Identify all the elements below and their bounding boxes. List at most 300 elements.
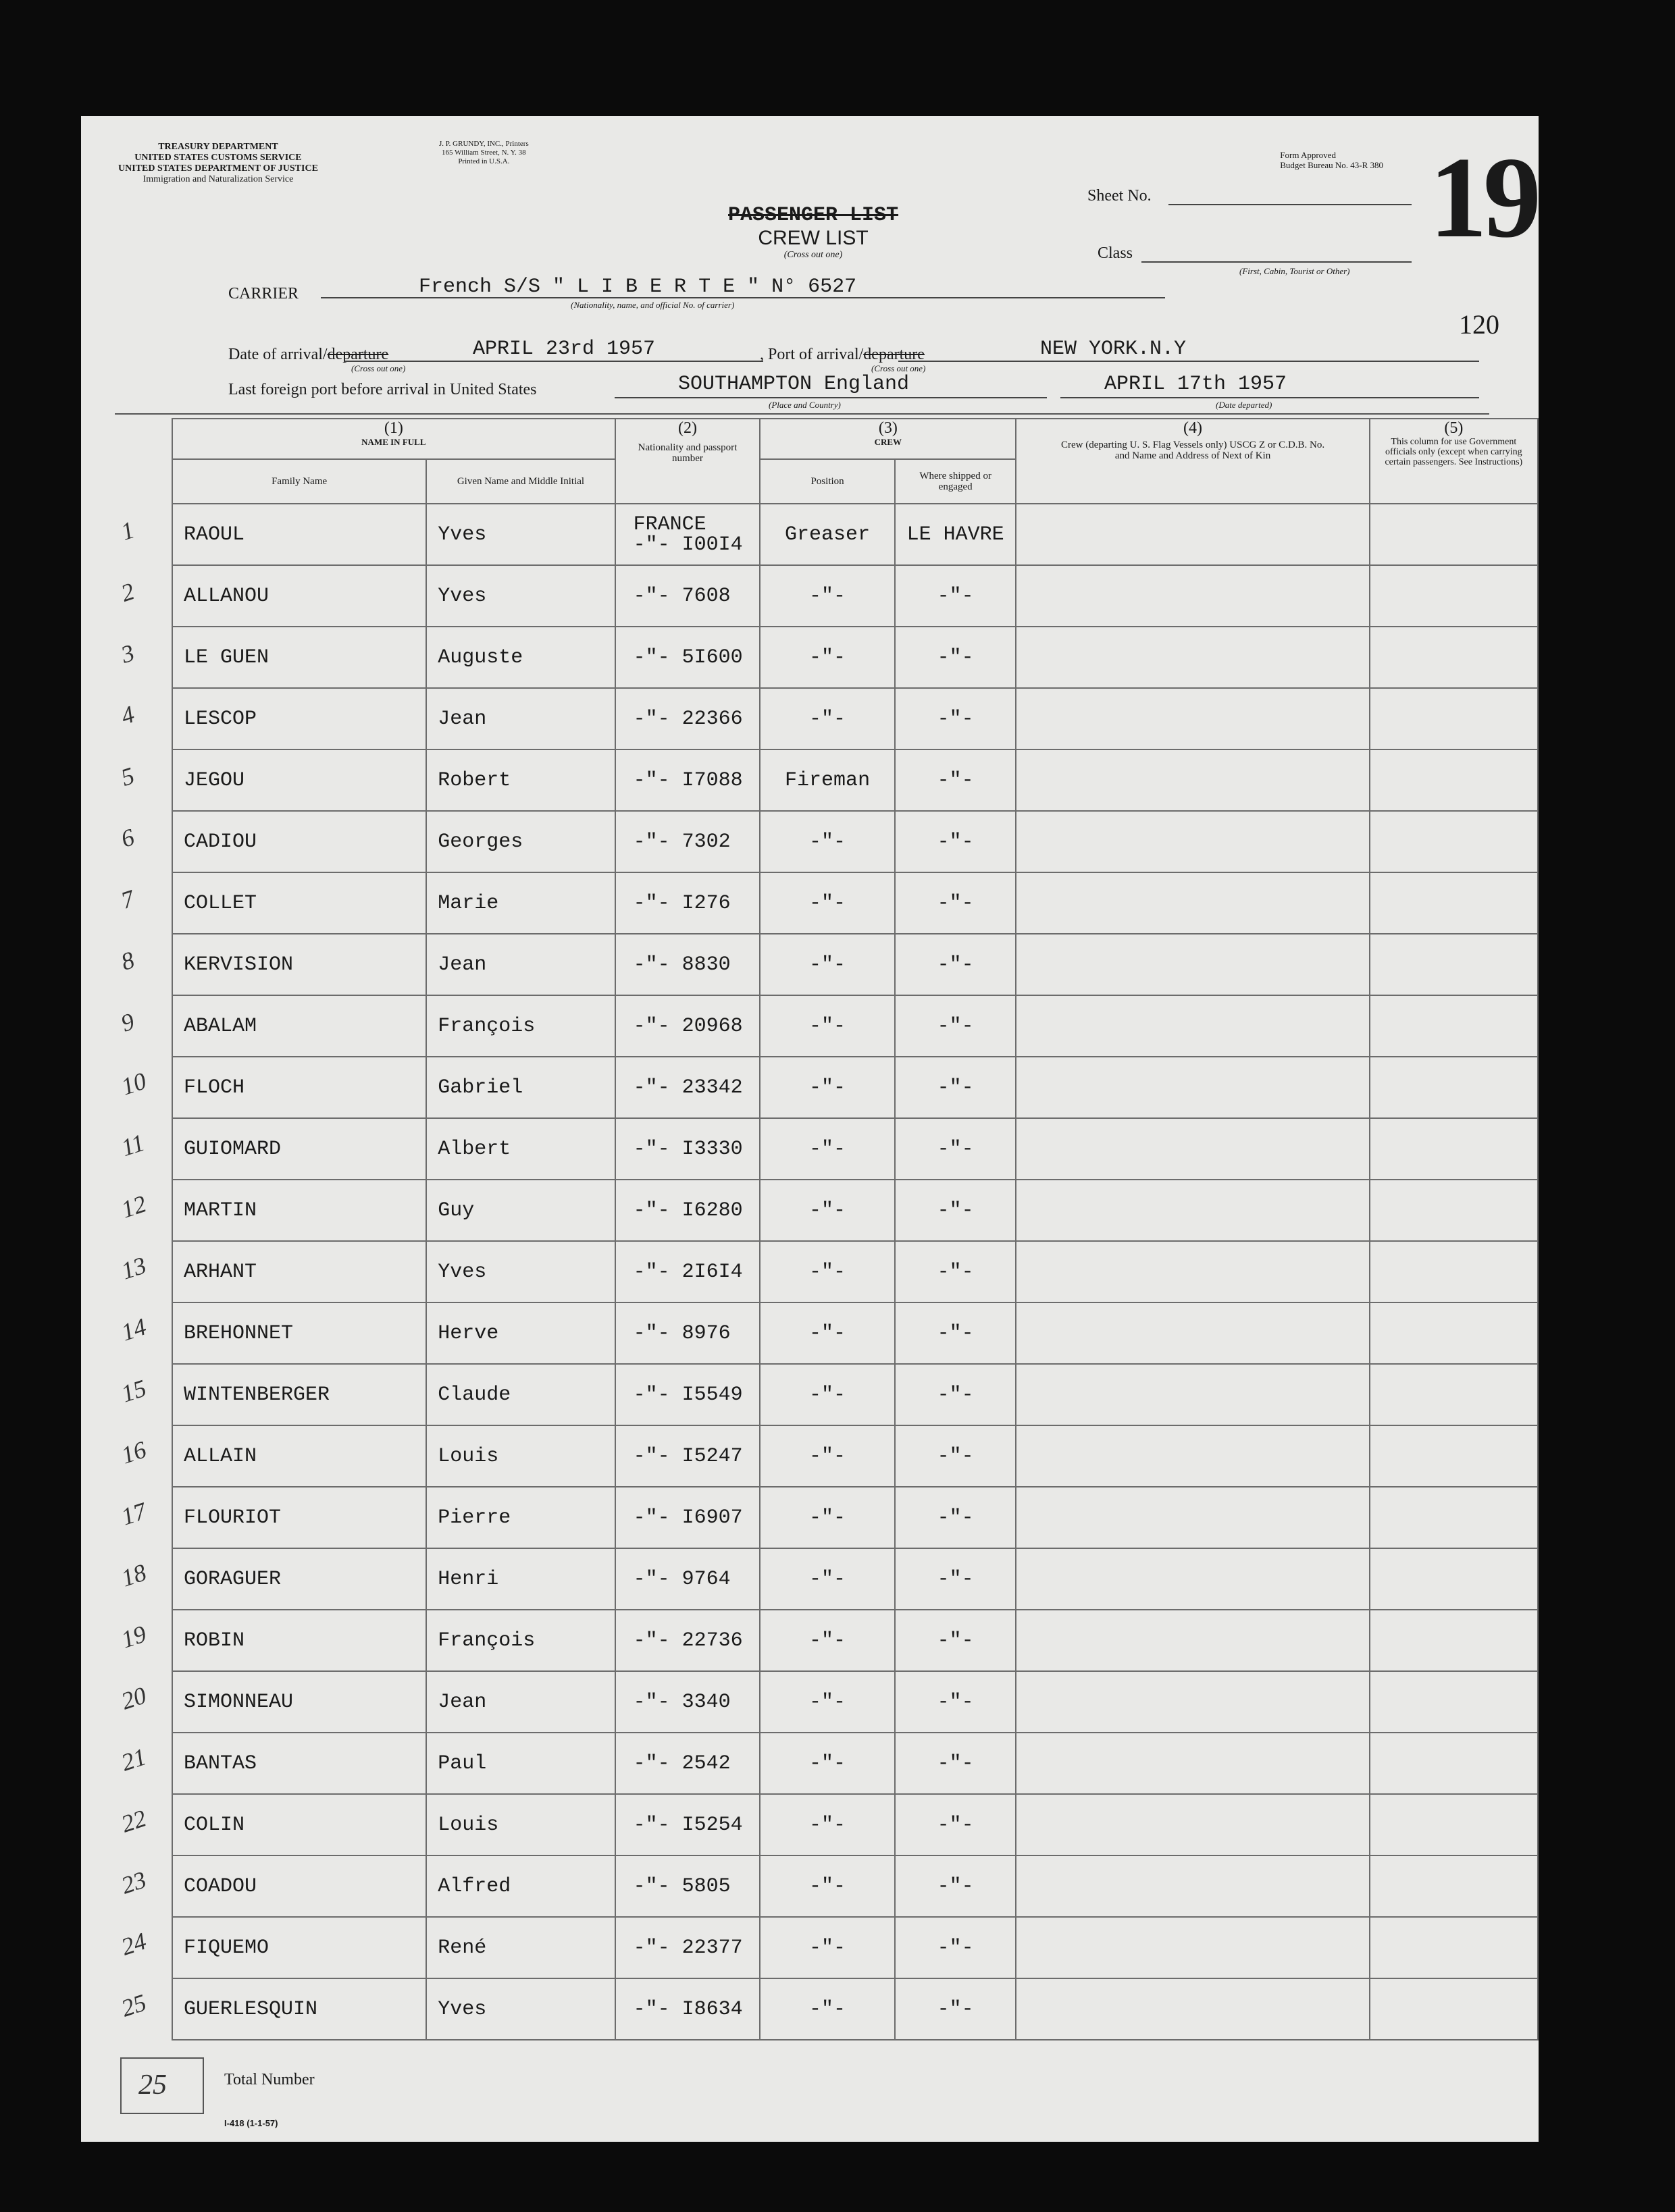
title-note: (Cross out one) bbox=[783, 250, 843, 260]
given-name-cell: Auguste bbox=[426, 627, 615, 688]
table-row bbox=[172, 1180, 1538, 1241]
table-row bbox=[172, 1364, 1538, 1425]
shipped-cell: -"- bbox=[895, 1487, 1016, 1548]
next-of-kin-cell bbox=[1016, 1302, 1369, 1364]
col-nationality-header: (2) Nationality and passport number bbox=[615, 419, 761, 504]
carrier-label: CARRIER bbox=[228, 285, 299, 302]
form-approval bbox=[1280, 150, 1383, 170]
shipped-cell: -"- bbox=[895, 688, 1016, 749]
row-number: 7 bbox=[118, 885, 138, 914]
form-approved: Form Approved bbox=[1280, 150, 1336, 160]
shipped-cell: -"- bbox=[895, 749, 1016, 811]
row-number: 11 bbox=[118, 1128, 148, 1162]
table-row bbox=[172, 995, 1538, 1057]
passport-value: -"- 7608 bbox=[633, 584, 731, 608]
next-of-kin-cell bbox=[1016, 995, 1369, 1057]
family-name-cell: COLIN bbox=[172, 1794, 426, 1855]
government-cell bbox=[1370, 995, 1538, 1057]
next-of-kin-cell bbox=[1016, 688, 1369, 749]
date-note: (Cross out one) bbox=[351, 363, 406, 373]
family-name-cell: GORAGUER bbox=[172, 1548, 426, 1610]
passport-value: -"- I5254 bbox=[633, 1813, 743, 1837]
given-name-cell: Alfred bbox=[426, 1855, 615, 1917]
government-cell bbox=[1370, 1548, 1538, 1610]
table-row bbox=[172, 1733, 1538, 1794]
form-number: I-418 (1-1-57) bbox=[224, 2118, 278, 2128]
given-name-cell: Claude bbox=[426, 1364, 615, 1425]
family-name-cell: GUIOMARD bbox=[172, 1118, 426, 1180]
col-given-header: Given Name and Middle Initial bbox=[426, 459, 615, 504]
table-row bbox=[172, 565, 1538, 627]
table-row bbox=[172, 1917, 1538, 1978]
table-row bbox=[172, 1671, 1538, 1733]
carrier-value: French S/S " L I B E R T E " N° 6527 bbox=[419, 275, 857, 298]
passport-cell bbox=[615, 1057, 761, 1118]
row-number: 10 bbox=[118, 1067, 150, 1101]
position-cell: -"- bbox=[760, 934, 895, 995]
col-nextofkin-header: (4) Crew (departing U. S. Flag Vessels only) USCG Z or C.D.B. No. and Name and Address of Next of Kin bbox=[1016, 419, 1369, 504]
position-cell: -"- bbox=[760, 1548, 895, 1610]
shipped-cell: -"- bbox=[895, 1671, 1016, 1733]
family-name-cell: FLOCH bbox=[172, 1057, 426, 1118]
row-number: 9 bbox=[118, 1007, 138, 1037]
class-note: (First, Cabin, Tourist or Other) bbox=[1239, 266, 1350, 276]
family-name-cell: FIQUEMO bbox=[172, 1917, 426, 1978]
carrier-note: (Nationality, name, and official No. of carrier) bbox=[571, 300, 735, 310]
col-position-header: Position bbox=[760, 459, 895, 504]
family-name-cell: GUERLESQUIN bbox=[172, 1978, 426, 2040]
passport-value: -"- I00I4 bbox=[633, 533, 743, 556]
passport-cell bbox=[615, 1364, 761, 1425]
title-struck: PASSENGER LIST bbox=[728, 204, 899, 227]
passport-value: -"- 8830 bbox=[633, 953, 731, 976]
document-page bbox=[81, 116, 1539, 2142]
given-name-cell: Yves bbox=[426, 1978, 615, 2040]
passport-cell bbox=[615, 1487, 761, 1548]
row-number: 21 bbox=[118, 1743, 150, 1776]
position-cell: -"- bbox=[760, 1057, 895, 1118]
government-cell bbox=[1370, 1241, 1538, 1302]
given-name-cell: Georges bbox=[426, 811, 615, 872]
shipped-cell: -"- bbox=[895, 1917, 1016, 1978]
next-of-kin-cell bbox=[1016, 1733, 1369, 1794]
position-cell: -"- bbox=[760, 1302, 895, 1364]
row-number: 16 bbox=[118, 1436, 150, 1469]
given-name-cell: Henri bbox=[426, 1548, 615, 1610]
nationality-value: FRANCE bbox=[633, 512, 706, 536]
passport-cell bbox=[615, 1180, 761, 1241]
next-of-kin-cell bbox=[1016, 1548, 1369, 1610]
departed-note: (Date departed) bbox=[1216, 400, 1272, 410]
government-cell bbox=[1370, 872, 1538, 934]
family-name-cell: FLOURIOT bbox=[172, 1487, 426, 1548]
position-cell: -"- bbox=[760, 565, 895, 627]
shipped-cell: -"- bbox=[895, 1978, 1016, 2040]
passport-value: -"- 22377 bbox=[633, 1936, 743, 1959]
passport-value: -"- I6280 bbox=[633, 1199, 743, 1222]
next-of-kin-cell bbox=[1016, 872, 1369, 934]
position-cell: -"- bbox=[760, 995, 895, 1057]
position-cell: -"- bbox=[760, 1917, 895, 1978]
government-cell bbox=[1370, 1057, 1538, 1118]
table-row bbox=[172, 504, 1538, 565]
agency-line: UNITED STATES DEPARTMENT OF JUSTICE bbox=[118, 163, 318, 174]
printer-line: J. P. GRUNDY, INC., Printers bbox=[439, 140, 529, 148]
passport-value: -"- 3340 bbox=[633, 1690, 731, 1714]
family-name-cell: ROBIN bbox=[172, 1610, 426, 1671]
government-cell bbox=[1370, 934, 1538, 995]
given-name-cell: Yves bbox=[426, 1241, 615, 1302]
government-cell bbox=[1370, 1180, 1538, 1241]
shipped-cell: -"- bbox=[895, 1425, 1016, 1487]
crew-table bbox=[172, 418, 1539, 2040]
shipped-cell: -"- bbox=[895, 1364, 1016, 1425]
given-name-cell: François bbox=[426, 1610, 615, 1671]
given-name-cell: Paul bbox=[426, 1733, 615, 1794]
passport-value: -"- I5549 bbox=[633, 1383, 743, 1406]
given-name-cell: Louis bbox=[426, 1794, 615, 1855]
row-number: 19 bbox=[118, 1620, 150, 1654]
passport-value: -"- 9764 bbox=[633, 1567, 731, 1591]
passport-cell bbox=[615, 872, 761, 934]
lastport-label: Last foreign port before arrival in United States bbox=[228, 381, 537, 398]
position-cell: -"- bbox=[760, 1180, 895, 1241]
table-row bbox=[172, 627, 1538, 688]
shipped-cell: -"- bbox=[895, 1118, 1016, 1180]
next-of-kin-cell bbox=[1016, 1241, 1369, 1302]
position-cell: -"- bbox=[760, 1610, 895, 1671]
family-name-cell: MARTIN bbox=[172, 1180, 426, 1241]
passport-cell bbox=[615, 1794, 761, 1855]
row-number: 2 bbox=[118, 577, 138, 607]
given-name-cell: Albert bbox=[426, 1118, 615, 1180]
family-name-cell: JEGOU bbox=[172, 749, 426, 811]
table-row bbox=[172, 749, 1538, 811]
row-number: 13 bbox=[118, 1251, 150, 1285]
government-cell bbox=[1370, 1978, 1538, 2040]
table-row bbox=[172, 688, 1538, 749]
position-cell: -"- bbox=[760, 1794, 895, 1855]
government-cell bbox=[1370, 1302, 1538, 1364]
next-of-kin-cell bbox=[1016, 1978, 1369, 2040]
government-cell bbox=[1370, 1733, 1538, 1794]
table-row bbox=[172, 1548, 1538, 1610]
passport-value: -"- 2I6I4 bbox=[633, 1260, 743, 1284]
shipped-cell: -"- bbox=[895, 1180, 1016, 1241]
row-number: 25 bbox=[118, 1989, 150, 2022]
shipped-cell: -"- bbox=[895, 1733, 1016, 1794]
passport-value: -"- 5805 bbox=[633, 1874, 731, 1898]
given-name-cell: Louis bbox=[426, 1425, 615, 1487]
passport-cell bbox=[615, 1978, 761, 2040]
lastport-note: (Place and Country) bbox=[769, 400, 841, 410]
next-of-kin-cell bbox=[1016, 1425, 1369, 1487]
shipped-cell: -"- bbox=[895, 1057, 1016, 1118]
position-cell: -"- bbox=[760, 811, 895, 872]
passport-value: -"- 7302 bbox=[633, 830, 731, 853]
given-name-cell: Guy bbox=[426, 1180, 615, 1241]
next-of-kin-cell bbox=[1016, 1057, 1369, 1118]
col-government-header: (5) This column for use Government officials only (except when carrying certain passengers. See Instructions) bbox=[1370, 419, 1538, 504]
total-value: 25 bbox=[138, 2070, 167, 2101]
government-cell bbox=[1370, 627, 1538, 688]
shipped-cell: -"- bbox=[895, 1241, 1016, 1302]
next-of-kin-cell bbox=[1016, 1917, 1369, 1978]
next-of-kin-cell bbox=[1016, 749, 1369, 811]
passport-cell bbox=[615, 565, 761, 627]
row-number: 5 bbox=[118, 762, 138, 791]
printer-block bbox=[439, 140, 529, 166]
family-name-cell: KERVISION bbox=[172, 934, 426, 995]
lastport-value: SOUTHAMPTON England bbox=[678, 373, 910, 396]
given-name-cell: Jean bbox=[426, 934, 615, 995]
government-cell bbox=[1370, 688, 1538, 749]
next-of-kin-cell bbox=[1016, 1671, 1369, 1733]
position-cell: -"- bbox=[760, 1364, 895, 1425]
family-name-cell: LESCOP bbox=[172, 688, 426, 749]
next-of-kin-cell bbox=[1016, 1180, 1369, 1241]
table-row bbox=[172, 1118, 1538, 1180]
passport-value: -"- 8976 bbox=[633, 1321, 731, 1345]
date-struck: departure bbox=[327, 346, 389, 363]
shipped-cell: -"- bbox=[895, 934, 1016, 995]
government-cell bbox=[1370, 1487, 1538, 1548]
shipped-cell: -"- bbox=[895, 1610, 1016, 1671]
government-cell bbox=[1370, 1917, 1538, 1978]
family-name-cell: LE GUEN bbox=[172, 627, 426, 688]
table-row bbox=[172, 1057, 1538, 1118]
family-name-cell: COLLET bbox=[172, 872, 426, 934]
family-name-cell: WINTENBERGER bbox=[172, 1364, 426, 1425]
passport-value: -"- I5247 bbox=[633, 1444, 743, 1468]
row-number: 12 bbox=[118, 1190, 150, 1223]
government-cell bbox=[1370, 1794, 1538, 1855]
port-struck: departure bbox=[863, 346, 925, 363]
passport-value: -"- I8634 bbox=[633, 1997, 743, 2021]
given-name-cell: Robert bbox=[426, 749, 615, 811]
shipped-cell: -"- bbox=[895, 1548, 1016, 1610]
shipped-cell: -"- bbox=[895, 811, 1016, 872]
passport-cell bbox=[615, 995, 761, 1057]
next-of-kin-cell bbox=[1016, 1610, 1369, 1671]
position-cell: -"- bbox=[760, 1733, 895, 1794]
passport-value: -"- I6907 bbox=[633, 1506, 743, 1529]
passport-value: -"- I3330 bbox=[633, 1137, 743, 1161]
government-cell bbox=[1370, 504, 1538, 565]
position-cell: -"- bbox=[760, 688, 895, 749]
next-of-kin-cell bbox=[1016, 811, 1369, 872]
table-row bbox=[172, 1978, 1538, 2040]
government-cell bbox=[1370, 1610, 1538, 1671]
passport-cell bbox=[615, 1548, 761, 1610]
row-number: 6 bbox=[118, 823, 138, 853]
row-number: 24 bbox=[118, 1927, 150, 1961]
passport-cell bbox=[615, 1425, 761, 1487]
passport-cell bbox=[615, 1118, 761, 1180]
passport-cell bbox=[615, 627, 761, 688]
family-name-cell: CADIOU bbox=[172, 811, 426, 872]
passport-value: -"- 22366 bbox=[633, 707, 743, 731]
given-name-cell: Yves bbox=[426, 504, 615, 565]
passport-value: -"- 5I600 bbox=[633, 646, 743, 669]
list-title bbox=[728, 204, 898, 261]
next-of-kin-cell bbox=[1016, 627, 1369, 688]
date-label: Date of arrival/departure bbox=[228, 346, 389, 363]
passport-value: -"- 22736 bbox=[633, 1629, 743, 1652]
position-cell: Greaser bbox=[760, 504, 895, 565]
passport-cell bbox=[615, 749, 761, 811]
agency-line: Immigration and Naturalization Service bbox=[143, 174, 294, 184]
table-row bbox=[172, 1487, 1538, 1548]
row-number: 20 bbox=[118, 1681, 150, 1715]
class-label: Class bbox=[1098, 244, 1133, 262]
passport-value: -"- 2542 bbox=[633, 1752, 731, 1775]
government-cell bbox=[1370, 749, 1538, 811]
passport-cell bbox=[615, 1671, 761, 1733]
col-shipped-header: Where shipped or engaged bbox=[895, 459, 1016, 504]
given-name-cell: Herve bbox=[426, 1302, 615, 1364]
next-of-kin-cell bbox=[1016, 1794, 1369, 1855]
col-crew-header: (3) CREW bbox=[760, 419, 1016, 459]
passport-cell bbox=[615, 811, 761, 872]
given-name-cell: René bbox=[426, 1917, 615, 1978]
family-name-cell: ALLANOU bbox=[172, 565, 426, 627]
row-number: 17 bbox=[118, 1497, 150, 1531]
government-cell bbox=[1370, 565, 1538, 627]
port-note: (Cross out one) bbox=[871, 363, 926, 373]
government-cell bbox=[1370, 811, 1538, 872]
position-cell: -"- bbox=[760, 1241, 895, 1302]
shipped-cell: -"- bbox=[895, 1794, 1016, 1855]
agency-block bbox=[118, 142, 318, 185]
government-cell bbox=[1370, 1855, 1538, 1917]
agency-line: TREASURY DEPARTMENT bbox=[158, 142, 278, 152]
sheet-sub-number: 120 bbox=[1459, 309, 1499, 340]
given-name-cell: François bbox=[426, 995, 615, 1057]
next-of-kin-cell bbox=[1016, 1487, 1369, 1548]
passport-cell bbox=[615, 934, 761, 995]
next-of-kin-cell bbox=[1016, 565, 1369, 627]
passport-cell bbox=[615, 688, 761, 749]
passport-cell bbox=[615, 1733, 761, 1794]
departed-value: APRIL 17th 1957 bbox=[1104, 373, 1287, 396]
government-cell bbox=[1370, 1364, 1538, 1425]
budget-bureau: Budget Bureau No. 43-R 380 bbox=[1280, 160, 1383, 170]
table-row bbox=[172, 1241, 1538, 1302]
position-cell: -"- bbox=[760, 1855, 895, 1917]
row-number: 4 bbox=[118, 700, 138, 730]
next-of-kin-cell bbox=[1016, 1118, 1369, 1180]
port-value: NEW YORK.N.Y bbox=[1040, 338, 1187, 361]
printer-line: Printed in U.S.A. bbox=[458, 157, 510, 165]
shipped-cell: -"- bbox=[895, 627, 1016, 688]
sheet-number: 19 bbox=[1429, 134, 1537, 262]
row-number: 8 bbox=[118, 946, 138, 976]
table-row bbox=[172, 1855, 1538, 1917]
date-value: APRIL 23rd 1957 bbox=[473, 338, 656, 361]
table-row bbox=[172, 1610, 1538, 1671]
shipped-cell: LE HAVRE bbox=[895, 504, 1016, 565]
given-name-cell: Jean bbox=[426, 1671, 615, 1733]
given-name-cell: Yves bbox=[426, 565, 615, 627]
row-number: 18 bbox=[118, 1558, 150, 1592]
family-name-cell: BANTAS bbox=[172, 1733, 426, 1794]
shipped-cell: -"- bbox=[895, 565, 1016, 627]
government-cell bbox=[1370, 1425, 1538, 1487]
passport-cell bbox=[615, 1241, 761, 1302]
table-row bbox=[172, 934, 1538, 995]
position-cell: -"- bbox=[760, 1425, 895, 1487]
position-cell: -"- bbox=[760, 627, 895, 688]
next-of-kin-cell bbox=[1016, 1855, 1369, 1917]
position-cell: -"- bbox=[760, 1671, 895, 1733]
col-name-header: (1) NAME IN FULL bbox=[172, 419, 615, 459]
family-name-cell: COADOU bbox=[172, 1855, 426, 1917]
row-number: 14 bbox=[118, 1313, 150, 1346]
row-number: 3 bbox=[118, 639, 138, 668]
next-of-kin-cell bbox=[1016, 1364, 1369, 1425]
port-label: , Port of arrival/departure bbox=[760, 346, 925, 363]
total-label: Total Number bbox=[224, 2071, 315, 2088]
given-name-cell: Pierre bbox=[426, 1487, 615, 1548]
position-cell: Fireman bbox=[760, 749, 895, 811]
given-name-cell: Jean bbox=[426, 688, 615, 749]
family-name-cell: SIMONNEAU bbox=[172, 1671, 426, 1733]
next-of-kin-cell bbox=[1016, 504, 1369, 565]
government-cell bbox=[1370, 1671, 1538, 1733]
table-row bbox=[172, 1302, 1538, 1364]
agency-line: UNITED STATES CUSTOMS SERVICE bbox=[134, 153, 302, 163]
row-number: 15 bbox=[118, 1374, 150, 1408]
shipped-cell: -"- bbox=[895, 872, 1016, 934]
row-number: 23 bbox=[118, 1866, 150, 1899]
passport-value: -"- I276 bbox=[633, 891, 731, 915]
position-cell: -"- bbox=[760, 872, 895, 934]
family-name-cell: ABALAM bbox=[172, 995, 426, 1057]
position-cell: -"- bbox=[760, 1118, 895, 1180]
table-row bbox=[172, 872, 1538, 934]
table-row bbox=[172, 1794, 1538, 1855]
family-name-cell: BREHONNET bbox=[172, 1302, 426, 1364]
shipped-cell: -"- bbox=[895, 1302, 1016, 1364]
sheet-label: Sheet No. bbox=[1087, 187, 1152, 205]
given-name-cell: Marie bbox=[426, 872, 615, 934]
next-of-kin-cell bbox=[1016, 934, 1369, 995]
passport-cell bbox=[615, 1302, 761, 1364]
given-name-cell: Gabriel bbox=[426, 1057, 615, 1118]
row-number: 22 bbox=[118, 1804, 150, 1838]
family-name-cell: ARHANT bbox=[172, 1241, 426, 1302]
shipped-cell: -"- bbox=[895, 1855, 1016, 1917]
col-family-header: Family Name bbox=[172, 459, 426, 504]
passport-cell bbox=[615, 1610, 761, 1671]
passport-value: -"- I7088 bbox=[633, 768, 743, 792]
passport-cell bbox=[615, 1855, 761, 1917]
government-cell bbox=[1370, 1118, 1538, 1180]
title-main: CREW LIST bbox=[758, 227, 869, 249]
shipped-cell: -"- bbox=[895, 995, 1016, 1057]
position-cell: -"- bbox=[760, 1487, 895, 1548]
table-row bbox=[172, 1425, 1538, 1487]
passport-value: -"- 20968 bbox=[633, 1014, 743, 1038]
printer-line: 165 William Street, N. Y. 38 bbox=[442, 149, 526, 157]
passport-value: -"- 23342 bbox=[633, 1076, 743, 1099]
row-number: 1 bbox=[118, 516, 138, 546]
table-row bbox=[172, 811, 1538, 872]
position-cell: -"- bbox=[760, 1978, 895, 2040]
family-name-cell: RAOUL bbox=[172, 504, 426, 565]
family-name-cell: ALLAIN bbox=[172, 1425, 426, 1487]
